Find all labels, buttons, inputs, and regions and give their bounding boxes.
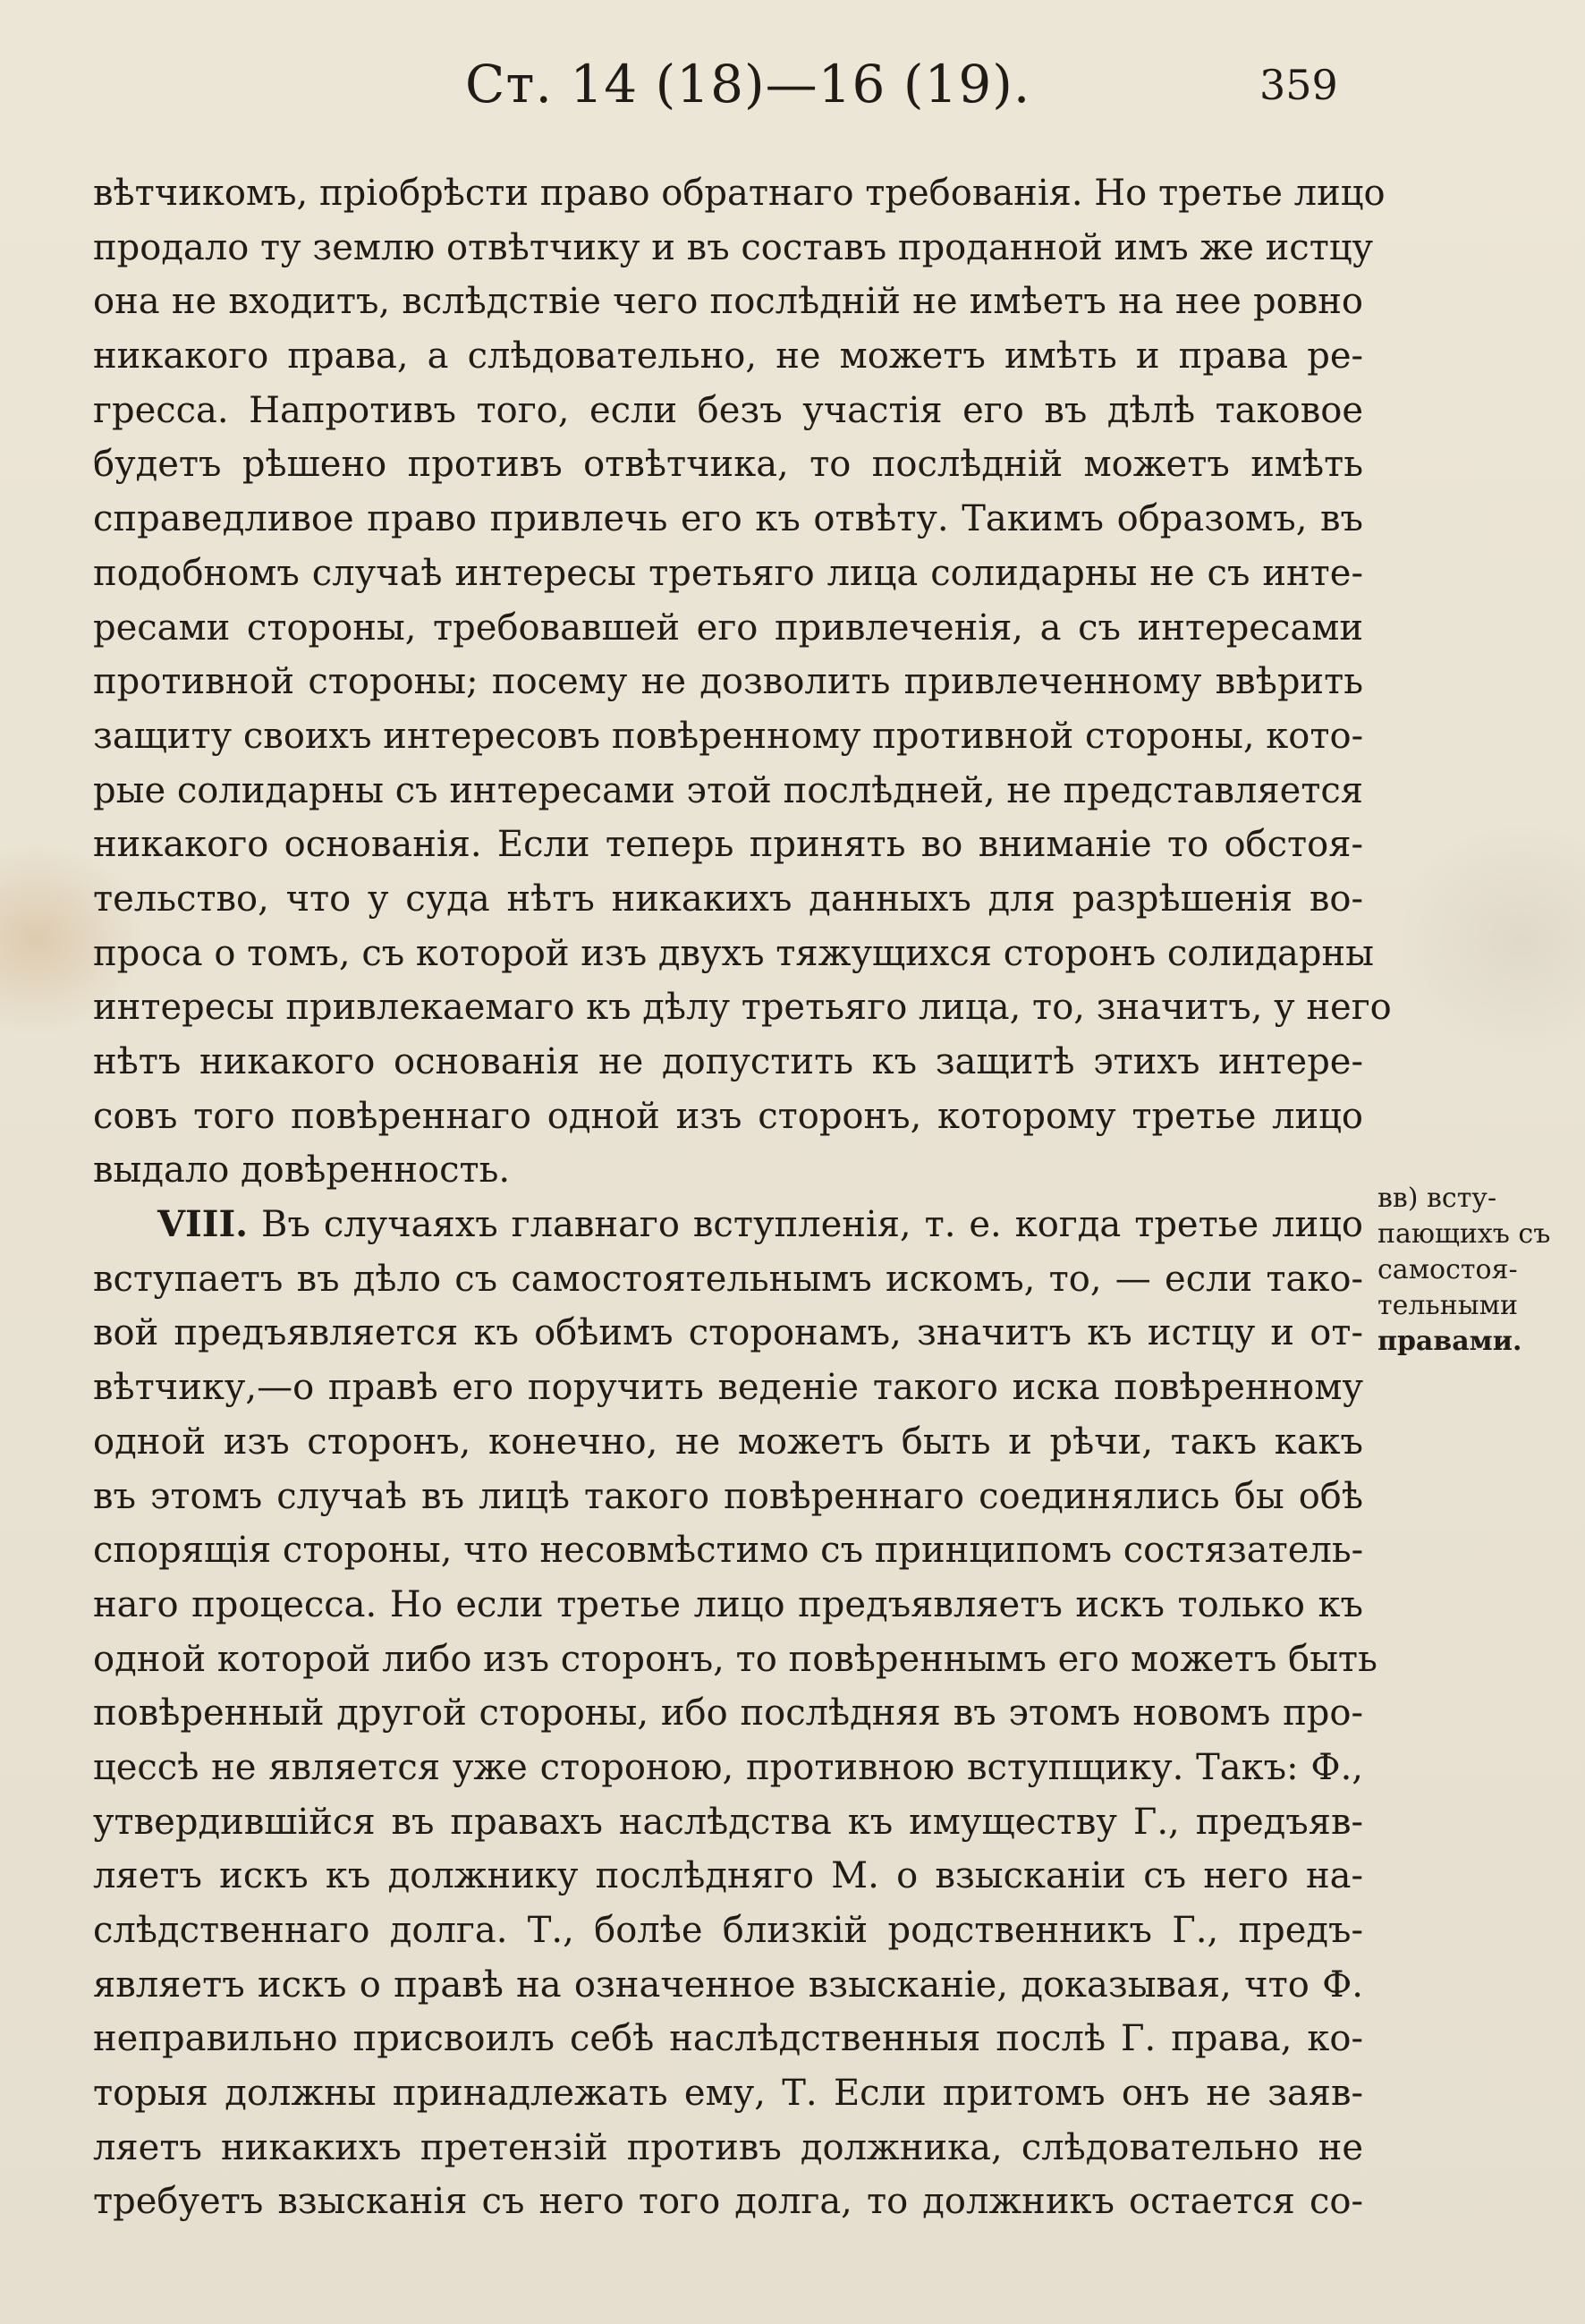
text-line: наго процесса. Но если третье лицо предъявляетъ искъ только къ xyxy=(93,1583,1363,1625)
page-number: 359 xyxy=(1259,61,1338,109)
text-line: никакого основанія. Если теперь принять во вниманіе то обстоя- xyxy=(93,824,1363,866)
text-line: ресами стороны, требовавшей его привлеченія, а съ интересами xyxy=(93,606,1363,649)
section-first-line-text: Въ случаяхъ главнаго вступленія, т. е. когда третье лицо xyxy=(261,1204,1363,1246)
margin-note-line: вв) всту- xyxy=(1377,1183,1497,1214)
text-line: одной которой либо изъ сторонъ, то повѣреннымъ его можетъ быть xyxy=(93,1638,1377,1680)
section-number: VIII. xyxy=(157,1203,249,1246)
text-line: вѣтчику,—о правѣ его поручить веденіе такого иска повѣренному xyxy=(93,1367,1363,1409)
page-body xyxy=(93,166,1392,2229)
text-line: проса о томъ, съ которой изъ двухъ тяжущихся сторонъ солидарны xyxy=(93,932,1374,974)
text-line: ляетъ никакихъ претензій противъ должника, слѣдовательно не xyxy=(93,2126,1363,2168)
text-line: торыя должны принадлежать ему, Т. Если притомъ онъ не заяв- xyxy=(93,2073,1363,2115)
text-line: въ этомъ случаѣ въ лицѣ такого повѣреннаго соединялись бы обѣ xyxy=(93,1475,1363,1517)
margin-note-line: пающихъ съ xyxy=(1377,1218,1551,1250)
margin-note xyxy=(1377,1181,1565,1360)
text-line: рые солидарны съ интересами этой послѣдней, не представляется xyxy=(93,769,1363,811)
text-line: продало ту землю отвѣтчику и въ составъ проданной имъ же истцу xyxy=(93,226,1374,268)
text-line: одной изъ сторонъ, конечно, не можетъ быть и рѣчи, такъ какъ xyxy=(93,1421,1363,1463)
text-line: гресса. Напротивъ того, если безъ участія его въ дѣлѣ таковое xyxy=(93,389,1363,431)
text-line: никакого права, а слѣдовательно, не можетъ имѣть и права ре- xyxy=(93,335,1363,377)
text-line: утвердившійся въ правахъ наслѣдства къ имуществу Г., предъяв- xyxy=(93,1801,1363,1843)
text-line: справедливое право привлечь его къ отвѣту. Такимъ образомъ, въ xyxy=(93,498,1363,540)
text-line: цессѣ не является уже стороною, противною вступщику. Такъ: Ф., xyxy=(93,1746,1363,1788)
text-line: вѣтчикомъ, пріобрѣсти право обратнаго требованія. Но третье лицо xyxy=(93,173,1386,214)
section-viii xyxy=(93,1198,1377,2229)
running-header: Ст. 14 (18)—16 (19). xyxy=(465,54,1031,115)
text-line: ляетъ искъ къ должнику послѣдняго М. о взысканіи съ него на- xyxy=(93,1855,1363,1897)
text-line: вой предъявляется къ обѣимъ сторонамъ, значитъ къ истцу и от- xyxy=(93,1312,1363,1354)
text-line: подобномъ случаѣ интересы третьяго лица солидарны не съ инте- xyxy=(93,552,1363,594)
margin-note-line: самостоя- xyxy=(1377,1254,1518,1285)
text-line: будетъ рѣшено противъ отвѣтчика, то послѣдній можетъ имѣть xyxy=(93,444,1363,486)
margin-note-line: правами. xyxy=(1377,1326,1522,1357)
text-line: нѣтъ никакого основанія не допустить къ защитѣ этихъ интере- xyxy=(93,1041,1363,1082)
margin-note-line: тельными xyxy=(1377,1290,1518,1321)
text-line: тельство, что у суда нѣтъ никакихъ данныхъ для разрѣшенія во- xyxy=(93,878,1363,920)
text-line: защиту своихъ интересовъ повѣренному противной стороны, кото- xyxy=(93,715,1364,757)
text-line: противной стороны; посему не дозволить привлеченному ввѣрить xyxy=(93,661,1363,703)
text-line: выдало довѣренность. xyxy=(93,1149,511,1192)
paragraph-continuation xyxy=(93,166,1392,1198)
text-line: требуетъ взысканія съ него того долга, то должникъ остается со- xyxy=(93,2181,1363,2223)
text-line: вступаетъ въ дѣло съ самостоятельнымъ искомъ, то, — если тако- xyxy=(93,1258,1363,1300)
text-line: являетъ искъ о правѣ на означенное взысканіе, доказывая, что Ф. xyxy=(93,1964,1363,2006)
text-line: она не входитъ, вслѣдствіе чего послѣдній не имѣетъ на нее ровно xyxy=(93,281,1363,323)
section-first-line xyxy=(93,1198,1363,1252)
text-line: интересы привлекаемаго къ дѣлу третьяго лица, то, значитъ, у него xyxy=(93,987,1392,1029)
text-line: повѣренный другой стороны, ибо послѣдняя въ этомъ новомъ про- xyxy=(93,1692,1363,1735)
text-line: спорящія стороны, что несовмѣстимо съ принципомъ состязатель- xyxy=(93,1530,1364,1572)
text-line: совъ того повѣреннаго одной изъ сторонъ, которому третье лицо xyxy=(93,1095,1363,1137)
text-line: неправильно присвоилъ себѣ наслѣдственныя послѣ Г. права, ко- xyxy=(93,2018,1363,2060)
text-line: слѣдственнаго долга. Т., болѣе близкій родственникъ Г., предъ- xyxy=(93,1910,1363,1951)
